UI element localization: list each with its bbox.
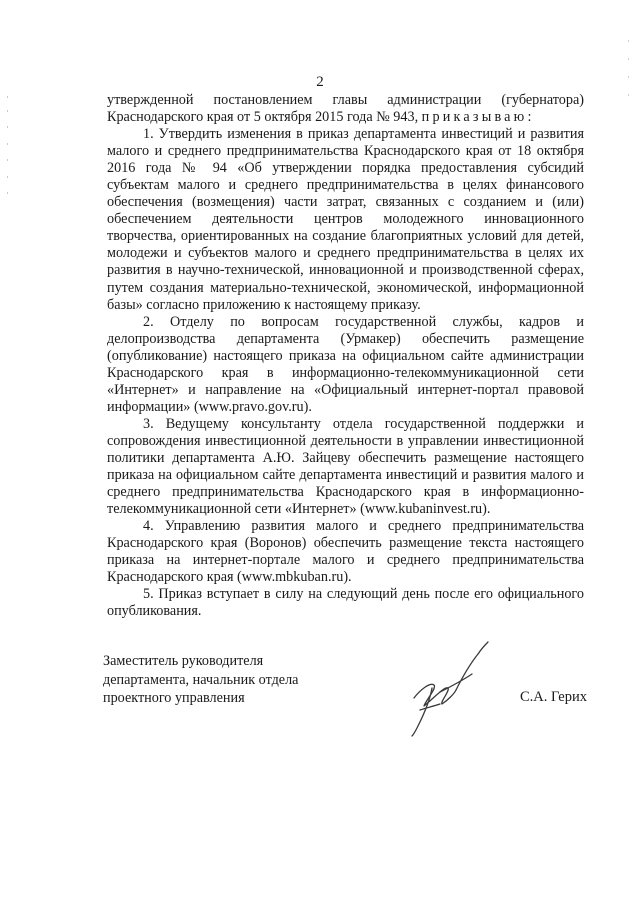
paragraph-intro	[107, 92, 584, 126]
paragraph-item-5: 5. Приказ вступает в силу на следующий день после его официального опубликования.	[107, 586, 584, 620]
paragraph-item-1: 1. Утвердить изменения в приказ департамента инвестиций и развития малого и среднего предпринимательства Краснодарского края от 18 октября 2016 года № 94 «Об утверждении порядка предоставления субсидий субъектам малого и среднего предпринимательства в целях финансового обеспечения (возмещения) части затрат, связанных с созданием и (или) обеспечением деятельности центров молодежного инновационного творчества, ориентированных на создание благоприятных условий для детей, молодежи и субъектов малого и среднего предпринимательства в целях их развития в научно-технической, инновационной и производственной сферах, путем создания материально-технической, экономической, информационной базы» согласно приложению к настоящему приказу.	[107, 126, 584, 313]
paragraph-item-3: 3. Ведущему консультанту отдела государственной поддержки и сопровождения инвестиционной деятельности в управлении инвестиционной политики департамента А.Ю. Зайцеву обеспечить размещение настоящего приказа на официальном сайте департамента инвестиций и развития малого и среднего предпринимательства Краснодарского края в информационно-телекоммуникационной сети «Интернет» (www.kubaninvest.ru).	[107, 415, 584, 518]
handwritten-signature	[390, 630, 500, 740]
paragraph-text: утвержденной постановлением главы администрации (губернатора) Краснодарского края от 5 октября 2015 года № 943,	[107, 92, 584, 126]
signer-position	[103, 652, 298, 708]
signer-position-line: проектного управления	[103, 690, 245, 706]
scan-edge-marks	[6, 96, 10, 196]
page-number: 2	[316, 74, 324, 90]
signer-name: С.А. Герих	[520, 689, 587, 705]
scan-edge-marks-right	[627, 40, 631, 100]
order-body	[107, 92, 584, 620]
paragraph-item-4: 4. Управлению развития малого и среднего предпринимательства Краснодарского края (Воронов) обеспечить размещение текста настоящего приказа на интернет-портале малого и среднего предпринимательства Краснодарского края (www.mbkuban.ru).	[107, 518, 584, 586]
order-keyword: приказываю:	[421, 109, 535, 126]
signer-position-line: Заместитель руководителя	[103, 653, 264, 669]
signer-position-line: департамента, начальник отдела	[103, 671, 299, 688]
paragraph-item-2: 2. Отделу по вопросам государственной службы, кадров и делопроизводства департамента (Урмакер) обеспечить размещение (опубликование) настоящего приказа на официальном сайте администрации Краснодарского края в информационно-телекоммуникационной сети «Интернет» и направление на «Официальный интернет-портал правовой информации» (www.pravo.gov.ru).	[107, 313, 584, 415]
